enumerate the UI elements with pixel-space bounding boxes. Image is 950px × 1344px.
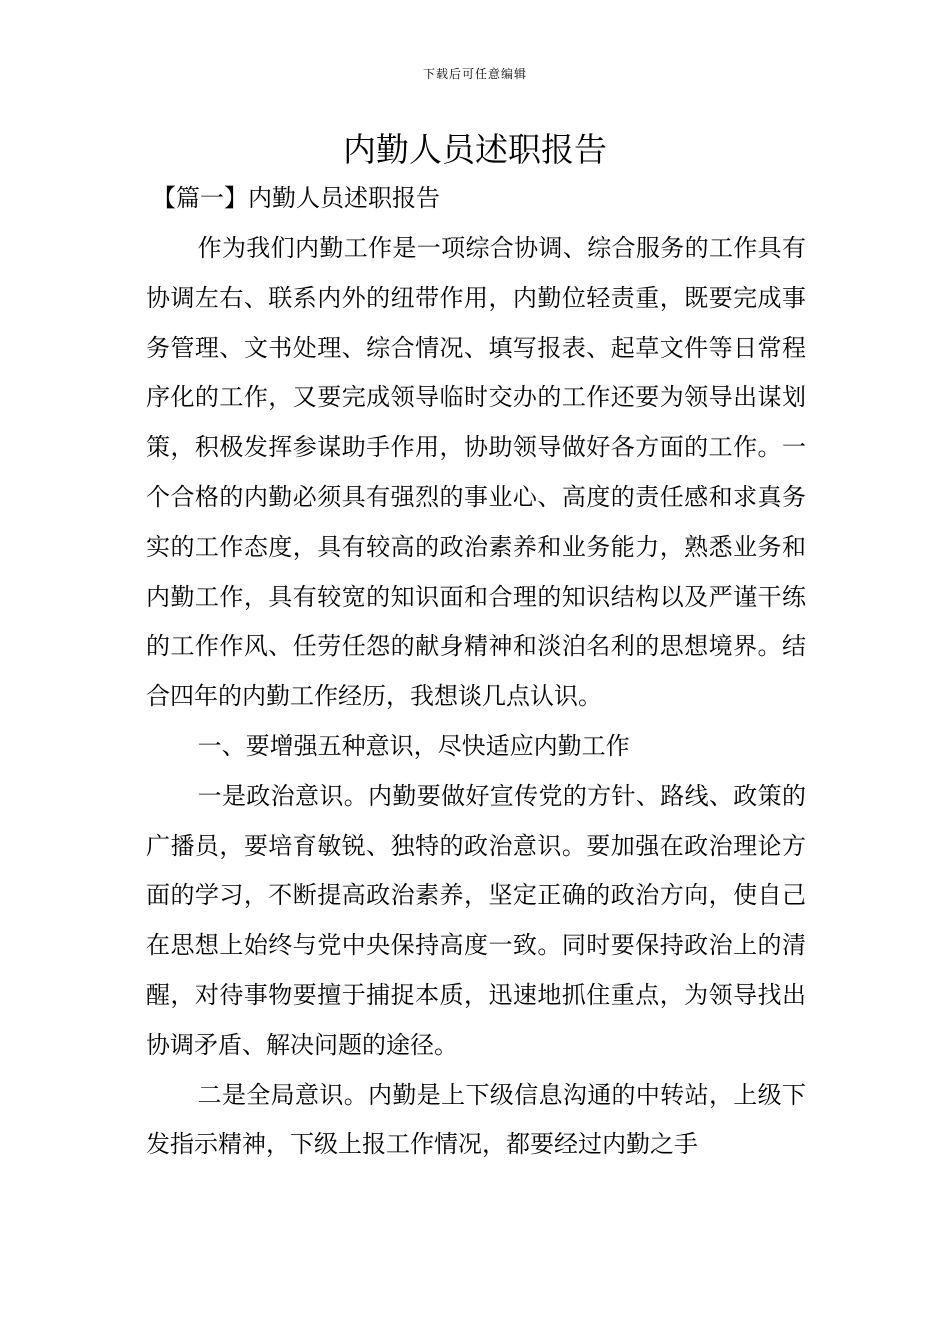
paragraph-overall-awareness: 二是全局意识。内勤是上下级信息沟通的中转站，上级下发指示精神，下级上报工作情况，都要经过内勤之手 xyxy=(146,1080,806,1159)
page-header-note: 下载后可任意编辑 xyxy=(422,67,527,81)
paragraph-intro: 作为我们内勤工作是一项综合协调、综合服务的工作具有协调左右、联系内外的纽带作用，内勤位轻责重，既要完成事务管理、文书处理、综合情况、填写报表、起草文件等日常程序化的工作，又要完成领导临时交办的工作还要为领导出谋划策，积极发挥参谋助手作用，协助领导做好各方面的工作。一个合格的内勤必须具有强烈的事业心、高度的责任感和求真务实的工作态度，具有较高的政治素养和业务能力，熟悉业务和内勤工作，具有较宽的知识面和合理的知识结构以及严谨干练的工作作风、任劳任怨的献身精神和淡泊名利的思想境界。结合四年的内勤工作经历，我想谈几点认识。 xyxy=(146,234,806,711)
paragraph-political-awareness: 一是政治意识。内勤要做好宣传党的方针、路线、政策的广播员，要培育敏锐、独特的政治意识。要加强在政治理论方面的学习，不断提高政治素养，坚定正确的政治方向，使自己在思想上始终与党中央保持高度一致。同时要保持政治上的清醒，对待事物要擅于捕捉本质，迅速地抓住重点，为领导找出协调矛盾、解决问题的途径。 xyxy=(146,781,806,1059)
document-body xyxy=(146,224,806,1170)
paragraph-heading-one: 一、要增强五种意识，尽快适应内勤工作 xyxy=(197,731,630,760)
section-title: 【篇一】内勤人员述职报告 xyxy=(152,184,440,212)
document-title: 内勤人员述职报告 xyxy=(343,130,607,169)
